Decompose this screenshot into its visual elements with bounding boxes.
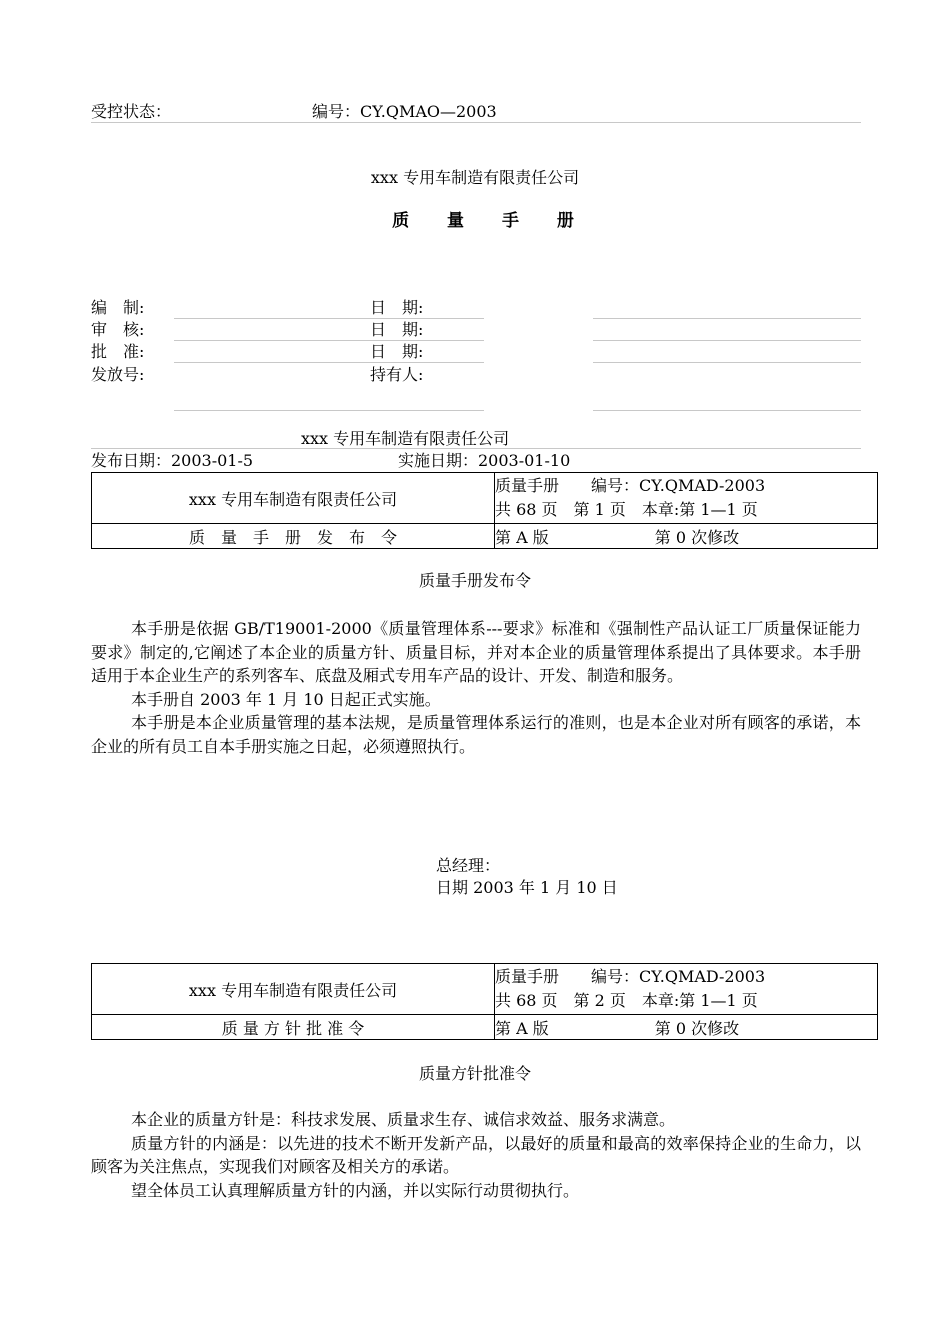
table-company: xxx 专用车制造有限责任公司: [92, 473, 495, 524]
signature-date: 日期 2003 年 1 月 10 日: [436, 878, 618, 897]
section1-body: [91, 617, 861, 758]
compiled-by-line: [174, 318, 484, 319]
bottom-company: xxx 专用车制造有限责任公司: [301, 429, 510, 448]
cover-company: xxx 专用车制造有限责任公司: [370, 168, 580, 187]
section2-heading: 质量方针批准令: [418, 1064, 531, 1083]
edition-label: 第 A 版: [495, 1018, 549, 1038]
table-manual-info: [495, 473, 878, 524]
issue-number-label: 发放号:: [91, 365, 145, 384]
approved-by-label: 批 准:: [91, 342, 145, 361]
manual-number-line: 质量手册 编号：CY.QMAD-2003: [495, 476, 766, 495]
reviewed-date-line: [593, 340, 861, 341]
compiled-by-label: 编 制:: [91, 298, 145, 317]
section1-heading: 质量手册发布令: [418, 571, 531, 590]
approved-date-line: [593, 362, 861, 363]
section2-paragraph: 本企业的质量方针是：科技求发展、质量求生存、诚信求效益、服务求满意。: [131, 1110, 676, 1129]
page-count-line: 共 68 页 第 2 页 本章:第 1—1 页: [495, 991, 758, 1010]
table-document-name: 质 量 手 册 发 布 令: [92, 524, 495, 549]
effective-date: 实施日期：2003-01-10: [398, 451, 571, 470]
issue-number-line: [174, 410, 484, 411]
reviewed-by-label: 审 核:: [91, 320, 145, 339]
general-manager-label: 总经理：: [436, 856, 501, 875]
publish-date: 发布日期：2003-01-5: [91, 451, 254, 470]
document-number: 编号：CY.QMAO—2003: [312, 102, 497, 121]
approved-date-label: 日 期:: [370, 342, 424, 361]
header-rule: [91, 122, 861, 123]
section1-paragraph: 本手册是本企业质量管理的基本法规，是质量管理体系运行的准则，也是本企业对所有顾客的承诺，本企业的所有员工自本手册实施之日起，必须遵照执行。: [91, 713, 861, 756]
table-company: xxx 专用车制造有限责任公司: [92, 964, 495, 1015]
section2-body: [91, 1108, 861, 1202]
page-count-line: 共 68 页 第 1 页 本章:第 1—1 页: [495, 500, 758, 519]
cover-title: 质 量 手 册: [392, 211, 590, 231]
page-header-table-2: [91, 963, 878, 1040]
table-edition-cell: [495, 524, 878, 549]
compiled-date-label: 日 期:: [370, 298, 424, 317]
revision-label: 第 0 次修改: [654, 527, 740, 547]
control-status-label: 受控状态：: [91, 102, 172, 121]
revision-label: 第 0 次修改: [654, 1018, 740, 1038]
reviewed-date-label: 日 期:: [370, 320, 424, 339]
section1-paragraph: 本手册是依据 GB/T19001-2000《质量管理体系---要求》标准和《强制性产品认证工厂质量保证能力要求》制定的,它阐述了本企业的质量方针、质量目标，并对本企业的质量管理体系提出了具体要求。本手册适用于本企业生产的系列客车、底盘及厢式专用车产品的设计、开发、制造和服务。: [91, 619, 861, 685]
reviewed-by-line: [174, 340, 484, 341]
holder-label: 持有人:: [370, 365, 424, 384]
table-edition-cell: [495, 1015, 878, 1040]
page-header-table-1: [91, 472, 878, 549]
bottom-company-rule: [91, 448, 861, 449]
approved-by-line: [174, 362, 484, 363]
manual-number-line: 质量手册 编号：CY.QMAD-2003: [495, 967, 766, 986]
compiled-date-line: [593, 318, 861, 319]
table-document-name: 质 量 方 针 批 准 令: [92, 1015, 495, 1040]
table-manual-info: [495, 964, 878, 1015]
holder-line: [593, 410, 861, 411]
section2-paragraph: 望全体员工认真理解质量方针的内涵，并以实际行动贯彻执行。: [131, 1180, 580, 1200]
edition-label: 第 A 版: [495, 527, 549, 547]
section1-paragraph: 本手册自 2003 年 1 月 10 日起正式实施。: [131, 689, 441, 709]
section2-paragraph: 质量方针的内涵是：以先进的技术不断开发新产品，以最好的质量和最高的效率保持企业的生命力，以顾客为关注焦点，实现我们对顾客及相关方的承诺。: [91, 1133, 861, 1176]
